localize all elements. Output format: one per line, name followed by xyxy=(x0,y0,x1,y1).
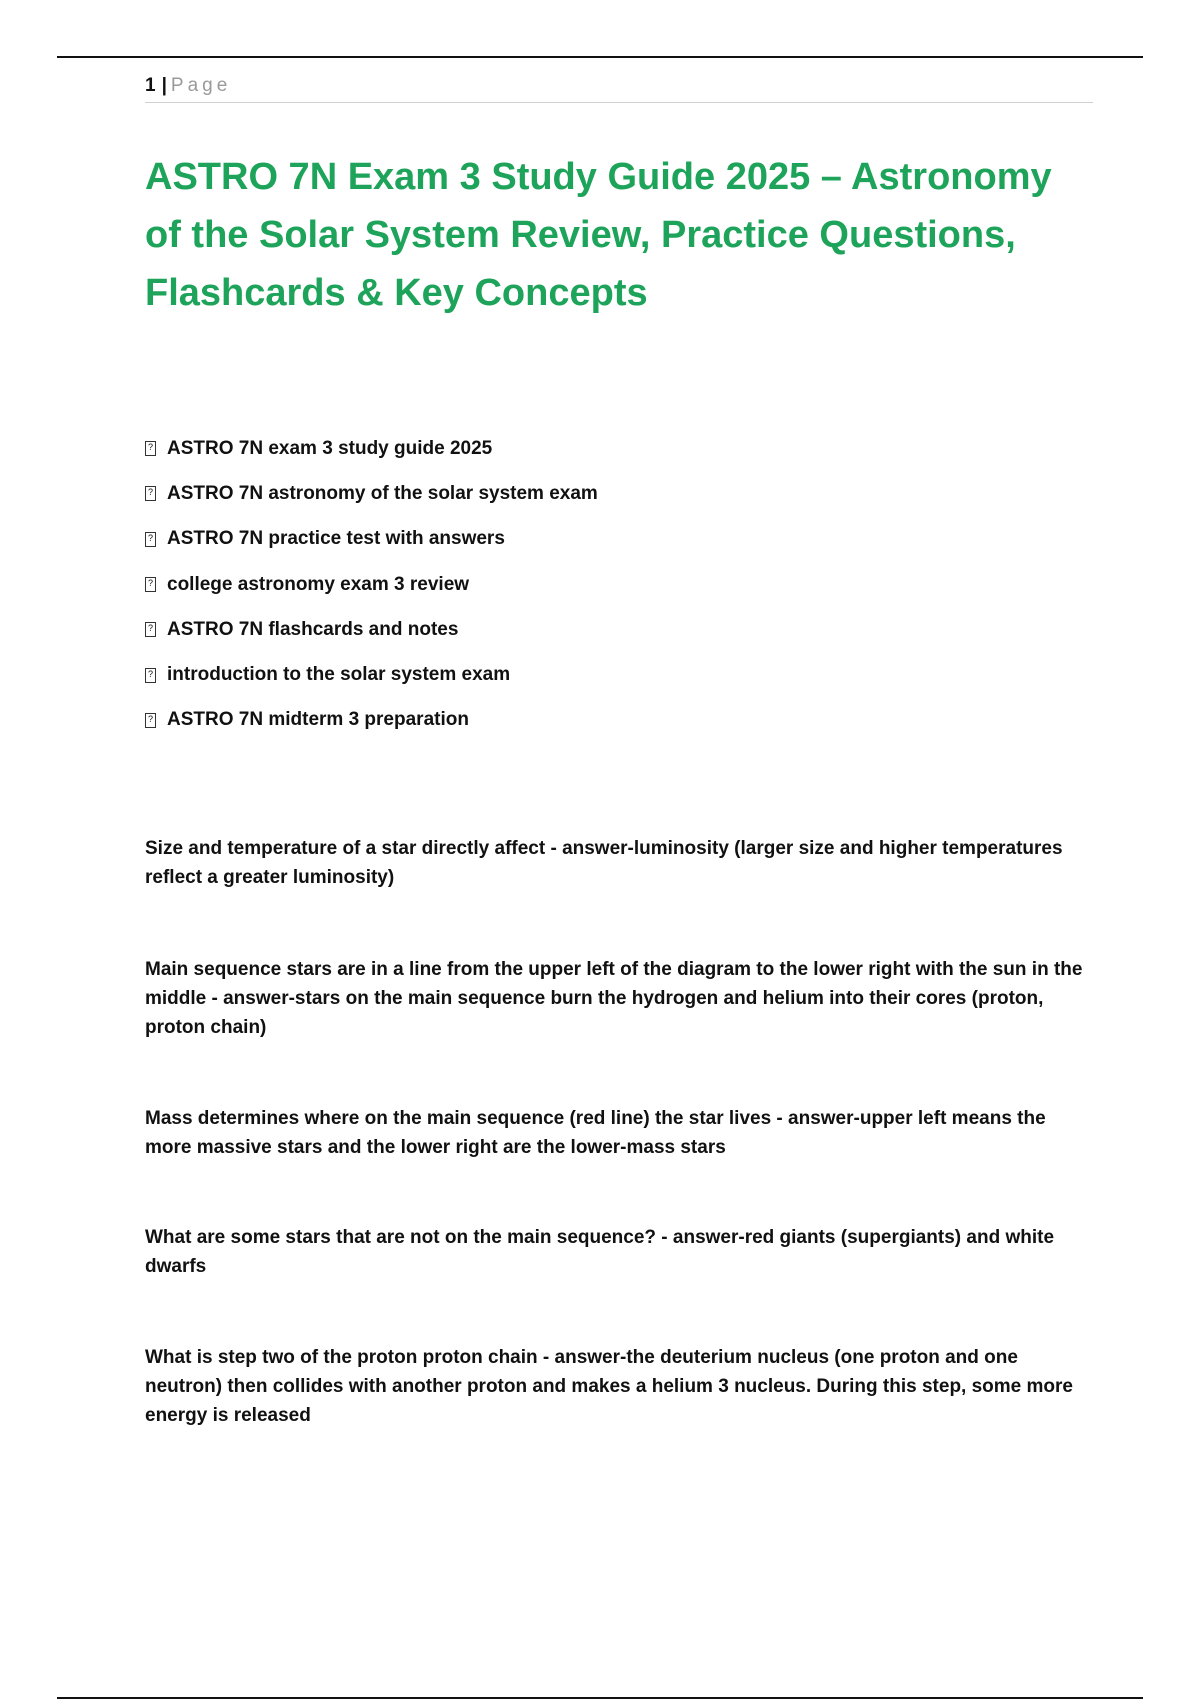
qa-item-non-main-sequence: What are some stars that are not on the main sequence? - answer-red giants (supergiants) and white dwarfs xyxy=(145,1227,1055,1277)
keyword-text: introduction to the solar system exam xyxy=(167,664,511,686)
keyword-item xyxy=(145,698,598,743)
keyword-text: ASTRO 7N astronomy of the solar system exam xyxy=(167,482,598,504)
keyword-text: ASTRO 7N midterm 3 preparation xyxy=(167,709,469,731)
keyword-item xyxy=(145,471,598,516)
page-label: Page xyxy=(170,75,232,96)
qa-item-mass: Mass determines where on the main sequence (red line) the star lives - answer-upper left means the more massive stars and the lower right are the lower-mass stars xyxy=(145,1108,1046,1158)
bottom-border-line xyxy=(57,1697,1143,1699)
missing-glyph-box-icon xyxy=(145,668,156,683)
top-border-line xyxy=(57,56,1143,58)
missing-glyph-box-icon xyxy=(145,441,156,456)
keyword-list xyxy=(145,426,598,743)
document-title: ASTRO 7N Exam 3 Study Guide 2025 – Astronomy of the Solar System Review, Practice Questions, Flashcards & Key Concepts xyxy=(145,156,1052,314)
keyword-item xyxy=(145,426,598,471)
missing-glyph-box-icon xyxy=(145,713,156,728)
keyword-item xyxy=(145,517,598,562)
qa-item-luminosity: Size and temperature of a star directly affect - answer-luminosity (larger size and higher temperatures reflect a greater luminosity) xyxy=(145,838,1063,888)
page-number: 1 xyxy=(145,75,156,96)
keyword-item xyxy=(145,652,598,697)
missing-glyph-box-icon xyxy=(145,532,156,547)
keyword-text: college astronomy exam 3 review xyxy=(167,573,470,595)
page-separator: | xyxy=(161,75,167,96)
keyword-text: ASTRO 7N practice test with answers xyxy=(167,528,505,550)
missing-glyph-box-icon xyxy=(145,577,156,592)
missing-glyph-box-icon xyxy=(145,622,156,637)
keyword-item xyxy=(145,607,598,652)
qa-item-main-sequence: Main sequence stars are in a line from the upper left of the diagram to the lower right with the sun in the middle - answer-stars on the main sequence burn the hydrogen and helium into their cores (proton, proton chain) xyxy=(145,959,1083,1038)
keyword-item xyxy=(145,562,598,607)
missing-glyph-box-icon xyxy=(145,486,156,501)
qa-item-proton-chain: What is step two of the proton proton chain - answer-the deuterium nucleus (one proton and one neutron) then collides with another proton and makes a helium 3 nucleus. During this step, some more energy is released xyxy=(145,1347,1073,1426)
page-header xyxy=(145,74,1093,103)
keyword-text: ASTRO 7N flashcards and notes xyxy=(167,618,459,640)
keyword-text: ASTRO 7N exam 3 study guide 2025 xyxy=(167,437,493,459)
